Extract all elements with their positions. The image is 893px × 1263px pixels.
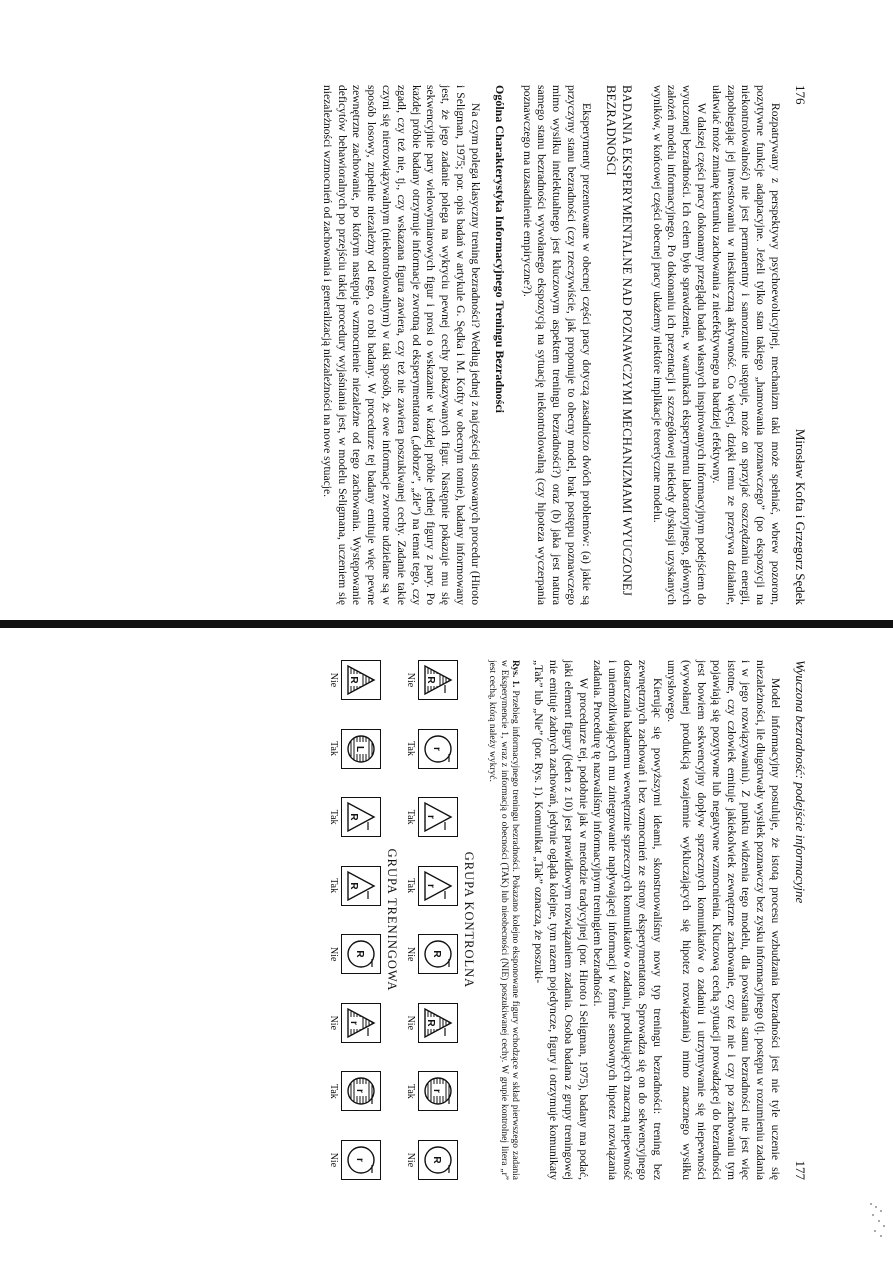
paragraph: Kierując się powyższymi ideami, skonstruowaliśmy nowy typ treningu bezradności: trening bez zewnętrznych zachowań i bez wzmocnień ze strony eksperymentatora. Sprowadza się on do sekwencyjnego dostarczania badanemu wewnętrznie sprzecznych komunikatów o zadaniu, produkujących znaczną niepewność i uniemożliwiających mu zintegrowanie napływającej informacji w formie sensownych hipotez rozwiązania zadania. Procedurę tę nazwaliśmy informacyjnym treningiem bezradności. (591, 660, 664, 1180)
caption-text: Przebieg informacyjnego treningu bezradności. Pokazano kolejno eksponowane figury wchodzące w skład pierwszego zadania w Eksperymencie 1, wraz z informacją o obecności (TAK) lub nieobecności (NIE) poszukiwanej cechy. W grupie kontrolnej litera „r” jest cechą, którą należy wykryć. (487, 660, 521, 1180)
training-response-label: Tak (327, 809, 339, 825)
training-card-row (341, 660, 381, 1180)
svg-text:r: r (353, 1089, 365, 1094)
training-figure-card (341, 1140, 381, 1180)
svg-text:R: R (347, 676, 359, 684)
svg-text:R: R (430, 1156, 442, 1164)
triangle-figure-icon (344, 663, 378, 697)
circle-figure-icon (344, 937, 378, 971)
svg-text:r: r (424, 815, 436, 820)
paragraph: W dalszej części pracy dokonamy przeglądu badań własnych inspirowanych informacyjnym podejściem do wyuczonej bezradności. Ich celem było sprawdzenie, w warunkach eksperymentu laboratoryjnego, głównych założeń modelu informacyjnego. Po dokonaniu ich prezentacji i szczegółowej niekiedy dyskusji uzyskanych wyników, w końcowej części obecnej pracy ukażemy niektóre implikacje teoretyczne modelu. (650, 85, 709, 605)
control-response-label: Tak (404, 878, 416, 894)
training-response-row (328, 660, 339, 1180)
training-figure-card (341, 729, 381, 769)
control-response-label: Tak (404, 741, 416, 756)
control-response-label: Nie (404, 947, 416, 962)
control-response-label: Tak (404, 1083, 416, 1099)
svg-text:R: R (353, 950, 365, 958)
svg-text:r: r (353, 1157, 365, 1162)
running-head: Mirosław Kofta i Grzegorz Sędek (793, 428, 808, 605)
group-control-label: GRUPA KONTROLNA (461, 851, 476, 989)
running-head: Wyuczona bezradność: podejście informacyjne (793, 660, 808, 904)
triangle-figure-icon (344, 1006, 378, 1040)
control-figure-card (418, 729, 458, 769)
circle-figure-icon (421, 937, 455, 971)
training-figure-card (341, 660, 381, 700)
control-response-label: Nie (404, 1152, 416, 1168)
control-response-label: Nie (404, 1015, 416, 1031)
circle-figure-icon (421, 732, 455, 766)
svg-text:r: r (430, 1089, 442, 1094)
control-figure-card (418, 934, 458, 974)
svg-text:R: R (347, 882, 359, 890)
page-number: 176 (793, 85, 808, 105)
triangle-figure-icon (344, 869, 378, 903)
svg-text:R: R (424, 676, 436, 684)
triangle-figure-icon (421, 663, 455, 697)
svg-text:r: r (424, 883, 436, 888)
training-response-label: Nie (327, 1015, 339, 1031)
page-right-header (792, 660, 808, 1180)
control-response-label: Tak (404, 809, 416, 825)
paragraph: Eksperymenty prezentowane w obecnej części pracy dotyczą zasadniczo dwóch problemów: (a) jakie są przyczyny stanu bezradności (czy rzeczywiście, jak proponuje to obecny model, brak postępu poznawczego mimo wysiłku intelektualnego jest kluczowym aspektem treningu bezradności?) oraz (b) jaka jest natura samego stanu bezradności wywołanego ekspozycją na sytuację niekontrolowalną (czy hipoteza wyczerpania poznawczego ma uzasadnienie empiryczne?). (520, 85, 593, 605)
figure-caption (486, 660, 521, 1180)
page-left (88, 85, 808, 605)
caption-label: Rys. 1. (510, 660, 521, 688)
group-training-label: GRUPA TRENINGOWA (384, 848, 399, 992)
svg-text:r: r (347, 1020, 359, 1025)
subsection-title: Ogólna Charakterystyka Informacyjnego Treningu Bezradności (492, 85, 507, 414)
scan-noise (868, 1200, 888, 1240)
circle-figure-icon (421, 1143, 455, 1177)
training-figure-card (341, 797, 381, 837)
section-title: BADANIA EKSPERYMENTALNE NAD POZNAWCZYMI MECHANIZMAMI WYUCZONEJ BEZRADNOŚCI (603, 85, 634, 597)
training-response-label: Tak (327, 741, 339, 756)
training-response-label: Nie (327, 672, 339, 688)
training-response-label: Nie (327, 947, 339, 962)
triangle-figure-icon (421, 1006, 455, 1040)
training-response-label: Tak (327, 1083, 339, 1099)
training-figure-card (341, 1071, 381, 1111)
control-figure-card (418, 1003, 458, 1043)
training-response-label: Nie (327, 1152, 339, 1168)
training-figure-card (341, 866, 381, 906)
control-response-label: Nie (404, 672, 416, 688)
paragraph: Na czym polega klasyczny trening bezradności? Według jednej z najczęściej stosowanych procedur (Hiroto i Seligman, 1975; por. opis badań w artykule G. Sędka i M. Kofty w obecnym tomie), badany informowany jest, że jego zadanie polega na wykryciu pewnej cechy pokazywanych figur. Następnie pokazuje mu się sekwencyjnie pary wielowymiarowych figur i prosi o wskazanie w każdej próbie jednej figury z pary. Po każdej próbie badany otrzymuje informacje zwrotną od eksperymentatora („dobrze”, „źle”) na temat tego, czy zgadł, czy też nie, tj., czy wskazana figura zawiera, czy też nie zawiera poszukiwanej cechy. Zadanie takie czyni się nierozwiązywalnym (niekontrolowalnym) w taki sposób, że owe informacje zwrotne udzielane są w sposób losowy, zupełnie niezależny od tego, co robi badany. W procedurze tej badany emituje więc pewne zewnętrzne zachowanie, po którym następuje wzmocnienie niezależne od tego zachowania. Występowanie deficytów behawioralnych po przejściu takiej procedury wyjaśniania jest, w modelu Seligmana, uczeniem się niezależności wzmocnień od zachowania i generalizacją niezależności na nowe sytuacje. (320, 85, 482, 605)
page-gutter-divider (0, 620, 893, 628)
circle-figure-icon (344, 1074, 378, 1108)
svg-text:r: r (430, 746, 442, 751)
training-figure-card (341, 934, 381, 974)
control-card-row (418, 660, 458, 1180)
control-figure-card (418, 1071, 458, 1111)
svg-text:L: L (353, 745, 365, 752)
triangle-figure-icon (421, 869, 455, 903)
circle-figure-icon (344, 732, 378, 766)
paragraph: Model informacyjny postuluje, że istotą procesu wzbudzania bezradności jest nie tyle uczenie się niezależności, ile długotrwały wysiłek poznawczy bez zysku informacyjnego (tj. postępu w rozumieniu zadania i w jego rozwiązywaniu). Z punktu widzenia tego modelu, dla powstania stanu bezradności nie jest więc istotne, czy człowiek emituje jakiekolwiek zewnętrzne zachowanie, czy też nie i czy po zachowaniu tym pojawiają się pozytywne lub negatywne wzmocnienia. Kluczową cechą sytuacji prowadzącej do bezradności jest bowiem sekwencyjny dopływ sprzecznych komunikatów o zadaniu i utrzymywanie się niepewności (wywołanej produkcją wzajemnie wykluczających się hipotez rozwiązania) mimo znacznego wysiłku umysłowego. (665, 660, 782, 1180)
control-figure-card (418, 866, 458, 906)
svg-text:R: R (430, 950, 442, 958)
svg-text:R: R (347, 813, 359, 821)
page-left-header (792, 85, 808, 605)
training-figure-card (341, 1003, 381, 1043)
paragraph: W procedurze tej, podobnie jak w metodzie tradycyjnej (por. Hiroto i Seligman, 1975), badany ma podać, jaki element figury (jeden z 10) jest prawidłowym rozwiązaniem zadania. Osoba badana z grupy treningowej nie emituje żadnych zachowań, jedynie ogląda kolejne, tym razem pojedyncze, figury i otrzymuje komunikaty „Tak” lub „Nie” (por. Rys. 1). Komunikat „Tak” oznacza, że poszuki- (532, 660, 590, 1180)
control-figure-card (418, 1140, 458, 1180)
control-response-row (405, 660, 416, 1180)
svg-text:R: R (424, 1019, 436, 1027)
paragraph: Rozpatrywany z perspektywy psychoewolucyjnej, mechanizm taki może spełniać, wbrew pozorom, pozytywne funkcje adaptacyjne. Jeżeli tylko stan takiego „hamowania poznawczego” (po ekspozycji na niekontrolowalność) nie jest permanentny i samorzutnie ustępuje, może on sprzyjać oszczędzaniu energii, zapobiegając jej inwestowaniu w nieskuteczną aktywność. Co więcej, dzięki temu ze przerywa działanie, ułatwiać może zmianę kierunku zachowania z nieefektywnego na bardziej efektywny. (709, 85, 782, 605)
control-figure-card (418, 660, 458, 700)
training-response-label: Tak (327, 878, 339, 894)
control-figure-card (418, 797, 458, 837)
triangle-figure-icon (344, 800, 378, 834)
page-right (78, 660, 808, 1180)
page-number: 177 (793, 1160, 808, 1180)
circle-figure-icon (344, 1143, 378, 1177)
triangle-figure-icon (421, 800, 455, 834)
circle-figure-icon (421, 1074, 455, 1108)
